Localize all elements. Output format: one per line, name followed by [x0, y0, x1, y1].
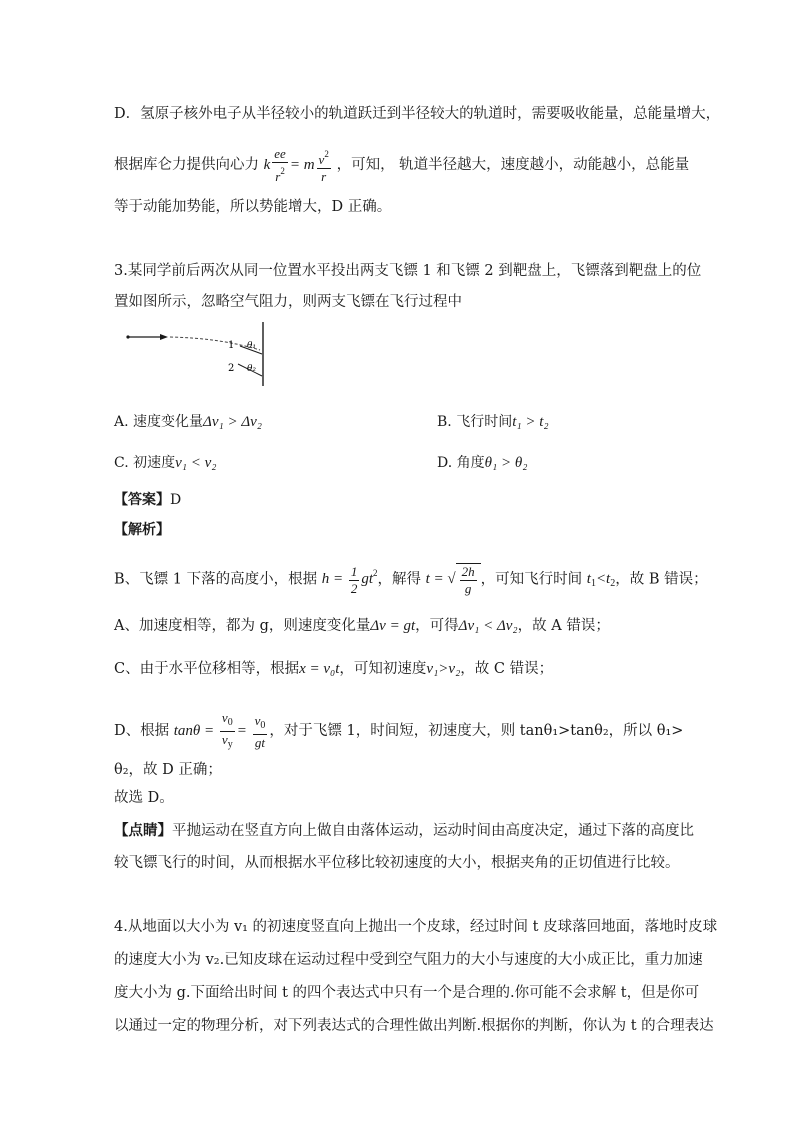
question4-line3: 度大小为 g.下面给出时间 t 的四个表达式中只有一个是合理的.你可能不会求解 t，但是你可	[114, 985, 700, 1001]
tan-formula: tanθ = $\frac{v_0}{v_y}$ = $\frac{v_0}{gt}$	[173, 710, 266, 750]
dart-initial-arrowhead	[160, 334, 168, 340]
dart2-label: 2	[228, 363, 235, 374]
point-line1: 【点睛】平抛运动在竖直方向上做自由落体运动，运动时间由高度决定，通过下落的高度比	[114, 822, 694, 839]
explanation-d-line2-post: ，可知， 轨道半径越大，速度越小，动能越小，总能量	[336, 156, 690, 173]
analysis-label: 【解析】	[114, 522, 170, 538]
coulomb-formula: k $\frac{ee}{r^2}$ = m $\frac{v^2}{r}$	[263, 146, 329, 184]
theta1-label: θ₁	[247, 341, 257, 351]
point-line2: 较飞镖飞行的时间，从而根据水平位移比较初速度的大小，根据夹角的正切值进行比较。	[114, 855, 680, 871]
explanation-d-line1: D．氢原子核外电子从半径较小的轨道跃迁到半径较大的轨道时，需要吸收能量，总能量增大，	[114, 106, 721, 122]
theta2-label: θ₂	[247, 364, 257, 374]
analysis-conclusion: 故选 D。	[114, 790, 174, 806]
explanation-d-line2-pre: 根据库仑力提供向心力	[114, 156, 259, 173]
dart1-label: 1	[228, 340, 235, 351]
analysis-d-line2: θ₂，故 D 正确；	[114, 762, 222, 778]
question4-line4: 以通过一定的物理分析，对下列表达式的合理性做出判断.根据你的判断，你认为 t 的合理表达	[114, 1018, 714, 1034]
question4-line1: 4.从地面以大小为 v₁ 的初速度竖直向上抛出一个皮球，经过时间 t 皮球落回地面，落地时皮球	[114, 919, 718, 935]
explanation-d-line2	[114, 146, 689, 185]
question3-line2: 置如图所示，忽略空气阻力，则两支飞镖在飞行过程中	[114, 294, 462, 310]
analysis-a: A、加速度相等，都为 g，则速度变化量Δv = gt，可得Δv₁ < Δv₂，故 A 错误；	[114, 618, 610, 634]
question3-line1: 3.某同学前后两次从同一位置水平投出两支飞镖 1 和飞镖 2 到靶盘上，飞镖落到靶盘上的位	[114, 263, 702, 279]
time-formula: t = √ $\frac{2h}{g}$	[426, 571, 481, 587]
answer-line	[114, 489, 181, 509]
analysis-b: B、飞镖 1 下落的高度小，根据 h = $\frac{1}{2}$ $gt^2$，解得 t = √ $\frac{2h}{g}$ ，可知飞行时间 $t_1<t_2$，故 B 错误；	[114, 563, 708, 596]
point-label: 【点睛】	[114, 822, 172, 839]
dart-figure	[120, 318, 280, 388]
question4-line2: 的速度大小为 v₂.已知皮球在运动过程中受到空气阻力的大小与速度的大小成正比，重力加速	[114, 952, 703, 968]
option-c: C. 初速度v₁ < v₂	[114, 455, 217, 471]
height-formula: h = $\frac{1}{2}$ $gt^2$	[321, 563, 378, 596]
option-a: A. 速度变化量Δv₁ > Δv₂	[114, 414, 262, 430]
answer-label: 【答案】	[114, 492, 170, 508]
explanation-d-line3: 等于动能加势能，所以势能增大，D 正确。	[114, 199, 392, 215]
answer-value: D	[170, 492, 182, 508]
analysis-c: C、由于水平位移相等，根据x = v₀t，可知初速度v₁>v₂，故 C 错误；	[114, 661, 554, 677]
analysis-d-line1: D、根据 tanθ = $\frac{v_0}{v_y}$ = $\frac{v_0}{gt}$ ，对于飞镖 1，时间短，初速度大，则 tanθ₁>tanθ₂，所以 θ₁>	[114, 710, 684, 750]
option-b: B. 飞行时间t₁ > t₂	[437, 414, 549, 430]
option-d: D. 角度θ₁ > θ₂	[437, 455, 528, 471]
